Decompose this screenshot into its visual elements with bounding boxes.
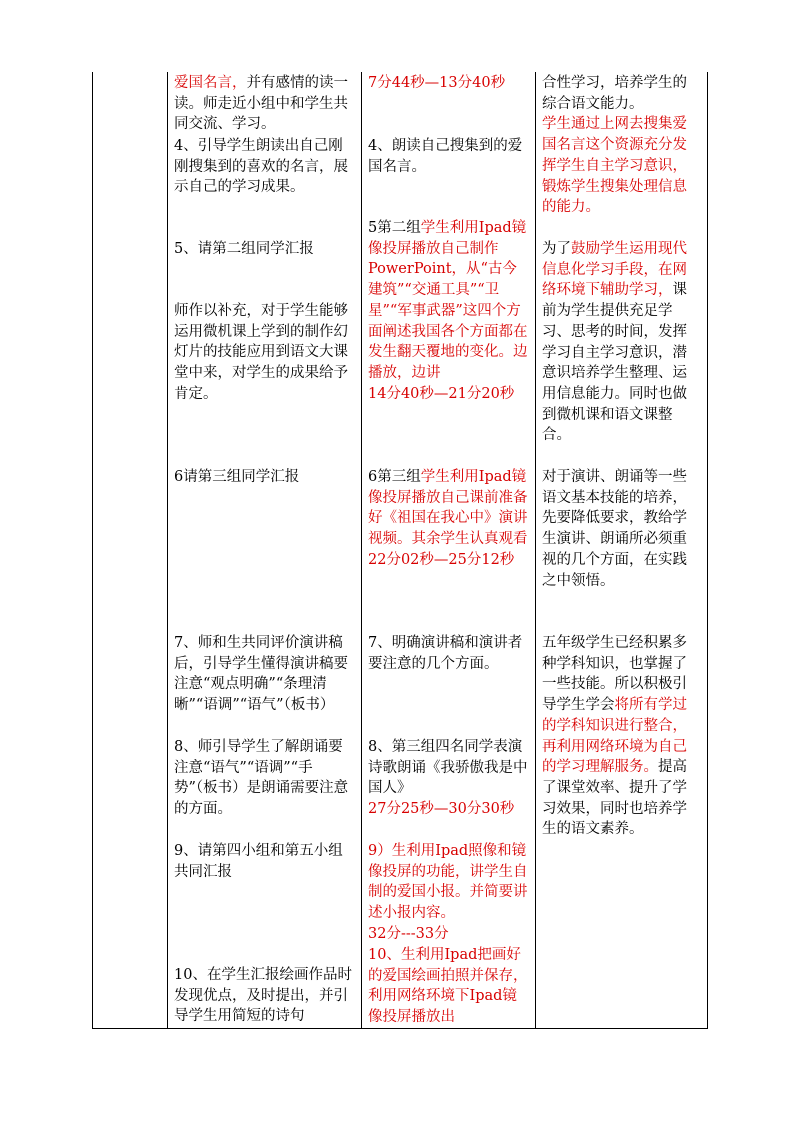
intent-block-4-lead: 五年级学生已经积累多种学科知识，也掌握了一些技能。所以积极引导学生学会: [542, 635, 687, 714]
intent-block-4: [542, 633, 700, 840]
teacher-block-7: 8、师引导学生了解朗诵要注意“语气”“语调”“手势”（板书）是朗诵需要注意的方面。: [174, 739, 349, 818]
column-divider: [535, 72, 536, 1028]
teacher-block-5: 6请第三组同学汇报: [174, 469, 300, 485]
teacher-block-1-highlight: 爱国名言，: [174, 75, 247, 91]
student-block-6: [368, 737, 528, 820]
intent-block-4-text: 提高了课堂效率、提升了学习效果，同时也培养学生的语文素养。: [542, 759, 687, 838]
student-block-4-text: 学生利用Ipad镜像投屏播放自己课前准备好《祖国在我心中》演讲视频。其余学生认真观看: [368, 469, 528, 548]
intent-block-2-lead: 为了: [542, 241, 571, 257]
student-block-3: [368, 218, 528, 404]
student-activity-column: [368, 72, 528, 1028]
teacher-block-2: 4、引导学生朗读出自己刚刚搜集到的喜欢的名言，展示自己的学习成果。: [174, 138, 348, 196]
design-intent-column: [542, 72, 700, 1028]
column-divider: [167, 72, 168, 1028]
column-divider: [361, 72, 362, 1028]
teacher-block-3: 5、请第二组同学汇报: [174, 241, 314, 257]
lesson-plan-table: [92, 72, 708, 1029]
student-block-6-text: 8、第三组四名同学表演诗歌朗诵《我骄傲我是中国人》: [368, 739, 528, 797]
intent-block-3: 对于演讲、朗诵等一些语文基本技能的培养，先要降低要求，教给学生演讲、朗诵所必须重视的几个方面，在实践之中领悟。: [542, 469, 687, 589]
student-block-3-text: 学生利用Ipad镜像投屏播放自己制作PowerPoint，从“古今建筑”“交通工具”“卫星”“军事武器”这四个方面阐述我国各个方面都在发生翻天覆地的变化。边播放，边讲: [368, 220, 528, 381]
student-block-4: [368, 467, 528, 571]
student-time-4: 22分02秒—25分12秒: [368, 551, 515, 568]
intent-block-2-highlight: 鼓励学生运用现代信息化学习手段，在网络环境下辅助学习，: [542, 241, 687, 299]
teacher-block-6: 7、师和生共同评价演讲稿后，引导学生懂得演讲稿要注意“观点明确”“条理清晰”“语调”“语气”（板书）: [174, 635, 348, 714]
student-block-3-group: 5第二组: [368, 220, 421, 236]
student-block-8: 10、生利用Ipad把画好的爱国绘画拍照并保存，利用网络环境下Ipad镜像投屏播放出: [368, 947, 528, 1026]
teacher-activity-column: [174, 72, 354, 1028]
intent-block-1-highlight: 学生通过上网去搜集爱国名言这个资源充分发挥学生自主学习意识，锻炼学生搜集处理信息的能力。: [542, 116, 687, 216]
intent-block-4-highlight: 将所有学过的学科知识进行整合，再利用网络环境为自己的学习理解服务。: [542, 697, 687, 776]
student-block-2: 4、朗读自己搜集到的爱国名言。: [368, 138, 523, 175]
intent-block-1: [542, 73, 700, 218]
intent-block-2-text: 课前为学生提供充足学习、思考的时间，发挥学习自主学习意识，潜意识培养学生整理、运用信息能力。同时也做到微机课和语文课整合。: [542, 282, 687, 444]
student-time-7: 32分---33分: [368, 925, 449, 942]
student-block-7: [368, 841, 528, 945]
student-time-1: 7分44秒—13分40秒: [368, 75, 506, 91]
student-time-3: 14分40秒—21分20秒: [368, 385, 515, 402]
student-block-4-group: 6第三组: [368, 469, 421, 485]
teacher-block-8: 9、请第四小组和第五小组共同汇报: [174, 843, 343, 880]
student-time-6: 27分25秒—30分30秒: [368, 801, 515, 818]
student-block-5: 7、明确演讲稿和演讲者要注意的几个方面。: [368, 635, 523, 672]
teacher-block-4: 师作以补充，对于学生能够运用微机课上学到的制作幻灯片的技能应用到语文大课堂中来，对学生的成果给予肯定。: [174, 303, 348, 402]
intent-block-1-text: 合性学习，培养学生的综合语文能力。: [542, 75, 687, 112]
intent-block-2: [542, 239, 700, 446]
student-block-7-text: 9）生利用Ipad照像和镜像投屏的功能，讲学生自制的爱国小报。并简要讲述小报内容。: [368, 843, 528, 922]
teacher-block-1: [174, 73, 354, 135]
teacher-block-1-text: 并有感情的读一读。师走近小组中和学生共同交流、学习。: [174, 75, 348, 133]
teacher-block-9: 10、在学生汇报绘画作品时发现优点，及时提出，并引导学生用简短的诗句: [174, 967, 352, 1025]
